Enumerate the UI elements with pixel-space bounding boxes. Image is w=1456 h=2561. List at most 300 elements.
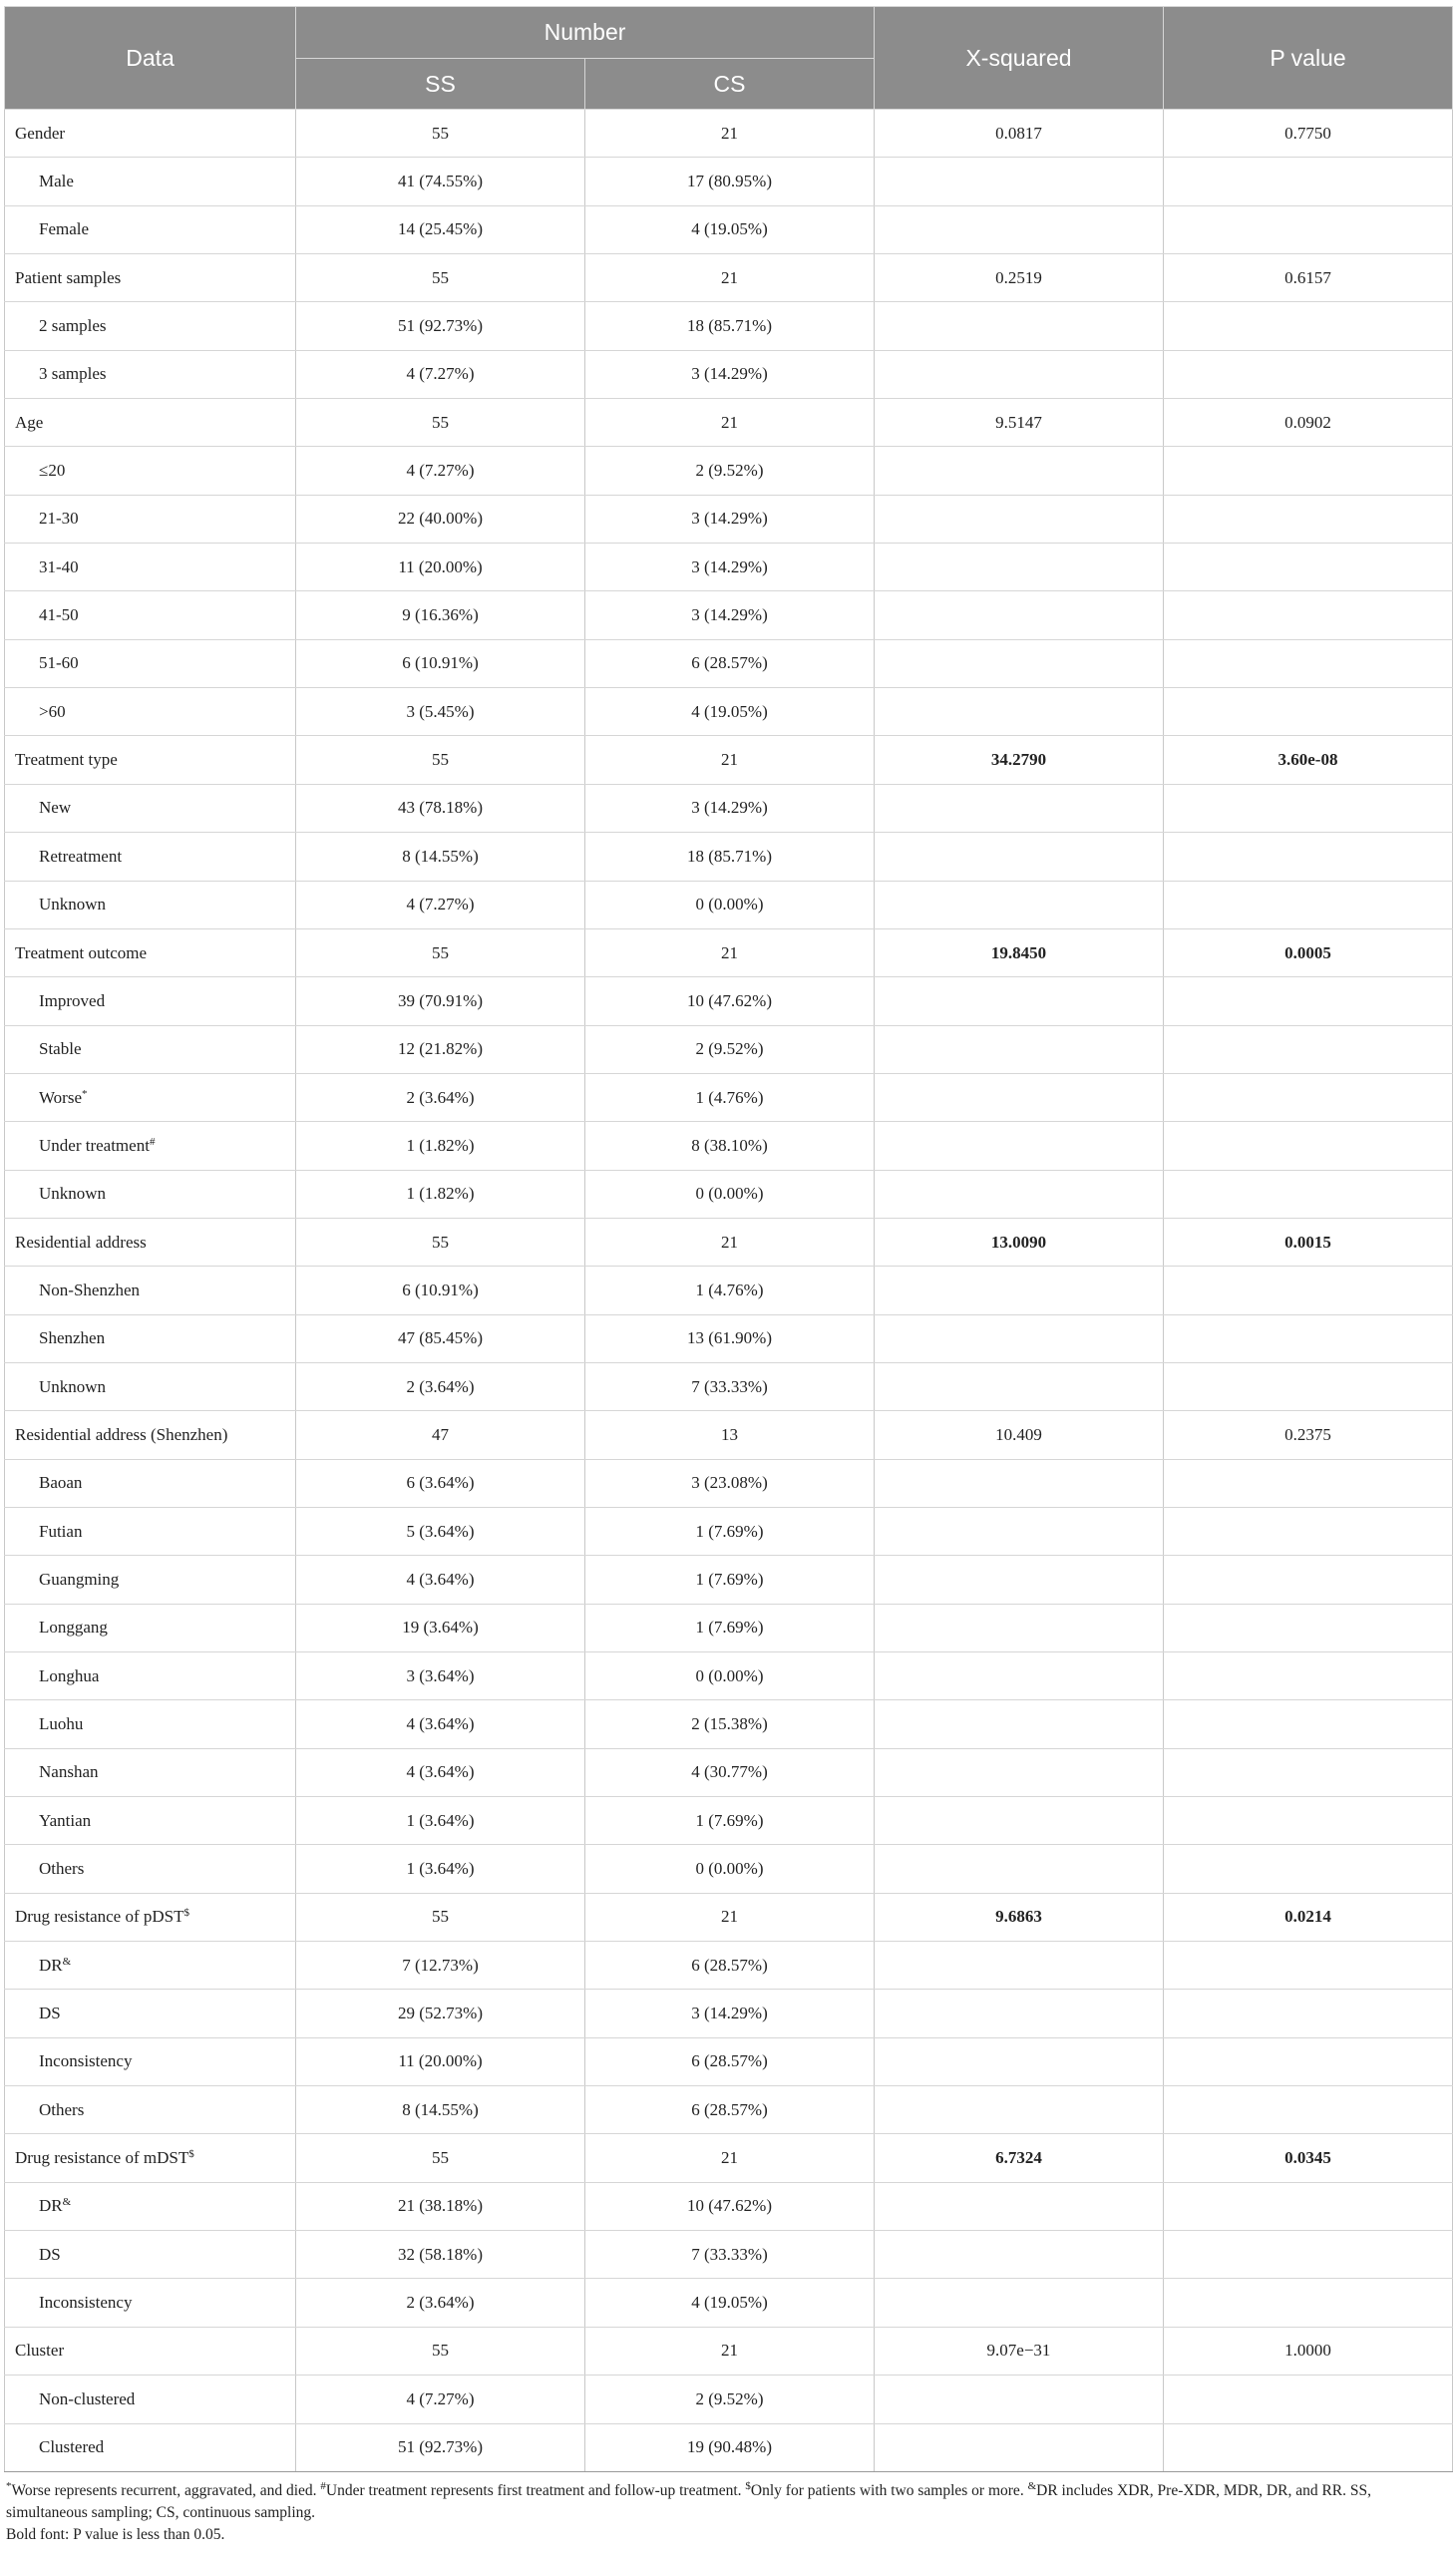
table-row	[5, 1604, 1453, 1651]
x-squared-cell: 13.0090	[875, 1218, 1164, 1266]
x-squared-cell	[875, 833, 1164, 881]
cs-cell: 0 (0.00%)	[585, 1170, 875, 1218]
table-row	[5, 1556, 1453, 1604]
row-label-cell	[5, 1267, 296, 1314]
cs-cell: 1 (7.69%)	[585, 1797, 875, 1845]
table-row	[5, 254, 1453, 302]
row-label: Unknown	[39, 1376, 107, 1396]
cs-cell: 1 (7.69%)	[585, 1507, 875, 1555]
row-label-cell	[5, 1362, 296, 1410]
table-row	[5, 833, 1453, 881]
x-squared-cell: 9.6863	[875, 1893, 1164, 1941]
cs-cell: 1 (7.69%)	[585, 1556, 875, 1604]
row-label-cell	[5, 688, 296, 736]
row-label: Others	[39, 2099, 85, 2119]
table-row	[5, 495, 1453, 543]
table-row	[5, 2327, 1453, 2375]
p-value-cell: 0.6157	[1164, 254, 1453, 302]
x-squared-cell	[875, 1314, 1164, 1362]
ss-cell: 3 (3.64%)	[296, 1652, 585, 1700]
x-squared-cell	[875, 302, 1164, 350]
p-value-cell	[1164, 1942, 1453, 1990]
row-label: 41-50	[39, 605, 79, 625]
ss-cell: 51 (92.73%)	[296, 2423, 585, 2471]
table-row	[5, 881, 1453, 928]
ss-cell: 19 (3.64%)	[296, 1604, 585, 1651]
ss-cell: 8 (14.55%)	[296, 2086, 585, 2134]
x-squared-cell	[875, 1748, 1164, 1796]
row-label: Nanshan	[39, 1762, 99, 1782]
table-row	[5, 1073, 1453, 1121]
cs-cell: 21	[585, 2327, 875, 2375]
row-label-cell	[5, 2231, 296, 2279]
x-squared-cell	[875, 1845, 1164, 1893]
row-label-cell	[5, 784, 296, 832]
ss-cell: 7 (12.73%)	[296, 1942, 585, 1990]
x-squared-cell: 0.0817	[875, 110, 1164, 158]
x-squared-cell	[875, 158, 1164, 205]
table-row	[5, 1170, 1453, 1218]
row-label: DS	[39, 2004, 61, 2023]
row-label-cell	[5, 1411, 296, 1459]
data-table	[4, 6, 1453, 2472]
row-label: Retreatment	[39, 846, 123, 866]
row-label: Treatment outcome	[15, 942, 148, 962]
table-row	[5, 736, 1453, 784]
table-row	[5, 1411, 1453, 1459]
ss-cell: 4 (7.27%)	[296, 350, 585, 398]
table-row	[5, 1845, 1453, 1893]
cs-cell: 0 (0.00%)	[585, 1845, 875, 1893]
row-label-cell	[5, 2134, 296, 2182]
cs-cell: 13 (61.90%)	[585, 1314, 875, 1362]
x-squared-cell	[875, 591, 1164, 639]
x-squared-cell: 9.5147	[875, 399, 1164, 447]
row-label: Inconsistency	[39, 2293, 133, 2313]
cs-cell: 10 (47.62%)	[585, 2182, 875, 2230]
row-label-cell	[5, 302, 296, 350]
cs-cell: 21	[585, 1218, 875, 1266]
ss-cell: 4 (3.64%)	[296, 1748, 585, 1796]
row-label-cell	[5, 2086, 296, 2134]
footnote-bold-note: Bold font: P value is less than 0.05.	[6, 2525, 225, 2543]
row-label: 31-40	[39, 556, 79, 576]
ss-cell: 43 (78.18%)	[296, 784, 585, 832]
cs-cell: 21	[585, 2134, 875, 2182]
p-value-cell	[1164, 2423, 1453, 2471]
table-row	[5, 158, 1453, 205]
p-value-cell	[1164, 1556, 1453, 1604]
cs-cell: 3 (14.29%)	[585, 1990, 875, 2037]
footnote-marker: &	[1027, 2479, 1037, 2492]
cs-cell: 4 (19.05%)	[585, 205, 875, 253]
table-row	[5, 1314, 1453, 1362]
row-label: 3 samples	[39, 364, 107, 384]
table-row	[5, 2279, 1453, 2327]
cs-cell: 18 (85.71%)	[585, 833, 875, 881]
x-squared-cell	[875, 1652, 1164, 1700]
ss-cell: 3 (5.45%)	[296, 688, 585, 736]
cs-cell: 10 (47.62%)	[585, 977, 875, 1025]
ss-cell: 29 (52.73%)	[296, 1990, 585, 2037]
ss-cell: 55	[296, 1218, 585, 1266]
p-value-cell	[1164, 1073, 1453, 1121]
p-value-cell	[1164, 1314, 1453, 1362]
p-value-cell	[1164, 1990, 1453, 2037]
row-label: Drug resistance of pDST	[15, 1907, 184, 1927]
cs-cell: 4 (19.05%)	[585, 688, 875, 736]
header-p-value: P value	[1164, 7, 1453, 110]
row-label-cell	[5, 928, 296, 976]
row-label: Patient samples	[15, 267, 122, 287]
row-label-cell	[5, 2182, 296, 2230]
row-label: Age	[15, 412, 44, 432]
cs-cell: 3 (14.29%)	[585, 784, 875, 832]
row-label-cell	[5, 1990, 296, 2037]
x-squared-cell	[875, 1507, 1164, 1555]
table-row	[5, 1893, 1453, 1941]
row-label-cell	[5, 2327, 296, 2375]
ss-cell: 14 (25.45%)	[296, 205, 585, 253]
p-value-cell: 0.7750	[1164, 110, 1453, 158]
table-row	[5, 1700, 1453, 1748]
table-row	[5, 1652, 1453, 1700]
cs-cell: 21	[585, 1893, 875, 1941]
ss-cell: 4 (7.27%)	[296, 2376, 585, 2423]
cs-cell: 0 (0.00%)	[585, 881, 875, 928]
row-label: Unknown	[39, 895, 107, 915]
x-squared-cell	[875, 1267, 1164, 1314]
p-value-cell	[1164, 1507, 1453, 1555]
cs-cell: 1 (4.76%)	[585, 1073, 875, 1121]
footnote-marker: $	[745, 2479, 751, 2492]
x-squared-cell	[875, 2182, 1164, 2230]
x-squared-cell	[875, 350, 1164, 398]
footnote-marker: *	[6, 2479, 12, 2492]
header-ss: SS	[296, 59, 585, 110]
row-label: Residential address	[15, 1232, 147, 1252]
p-value-cell: 0.0005	[1164, 928, 1453, 976]
ss-cell: 2 (3.64%)	[296, 1362, 585, 1410]
cs-cell: 6 (28.57%)	[585, 639, 875, 687]
cs-cell: 1 (7.69%)	[585, 1604, 875, 1651]
row-label-cell	[5, 2037, 296, 2085]
x-squared-cell	[875, 784, 1164, 832]
x-squared-cell	[875, 2423, 1164, 2471]
p-value-cell	[1164, 784, 1453, 832]
ss-cell: 55	[296, 2327, 585, 2375]
row-label: Treatment type	[15, 750, 118, 770]
table-row	[5, 2134, 1453, 2182]
row-label: Male	[39, 172, 74, 191]
p-value-cell	[1164, 1362, 1453, 1410]
x-squared-cell	[875, 205, 1164, 253]
cs-cell: 21	[585, 736, 875, 784]
row-label-cell	[5, 1507, 296, 1555]
ss-cell: 2 (3.64%)	[296, 1073, 585, 1121]
row-label-cell	[5, 2279, 296, 2327]
p-value-cell	[1164, 205, 1453, 253]
cs-cell: 6 (28.57%)	[585, 2086, 875, 2134]
row-label: Gender	[15, 123, 66, 143]
row-label: >60	[39, 701, 66, 721]
p-value-cell: 1.0000	[1164, 2327, 1453, 2375]
p-value-cell	[1164, 1797, 1453, 1845]
p-value-cell	[1164, 977, 1453, 1025]
x-squared-cell: 9.07e−31	[875, 2327, 1164, 2375]
row-label: Futian	[39, 1521, 83, 1541]
x-squared-cell: 19.8450	[875, 928, 1164, 976]
p-value-cell	[1164, 2279, 1453, 2327]
row-label: Guangming	[39, 1569, 120, 1589]
ss-cell: 21 (38.18%)	[296, 2182, 585, 2230]
p-value-cell	[1164, 302, 1453, 350]
p-value-cell	[1164, 2037, 1453, 2085]
cs-cell: 13	[585, 1411, 875, 1459]
cs-cell: 21	[585, 399, 875, 447]
row-label: Stable	[39, 1039, 82, 1059]
x-squared-cell	[875, 1362, 1164, 1410]
p-value-cell	[1164, 1025, 1453, 1073]
p-value-cell	[1164, 1604, 1453, 1651]
p-value-cell	[1164, 1700, 1453, 1748]
p-value-cell	[1164, 1267, 1453, 1314]
x-squared-cell	[875, 1025, 1164, 1073]
ss-cell: 5 (3.64%)	[296, 1507, 585, 1555]
row-label-cell	[5, 1025, 296, 1073]
row-label: Worse	[39, 1087, 83, 1107]
p-value-cell: 0.0015	[1164, 1218, 1453, 1266]
ss-cell: 8 (14.55%)	[296, 833, 585, 881]
ss-cell: 9 (16.36%)	[296, 591, 585, 639]
cs-cell: 18 (85.71%)	[585, 302, 875, 350]
x-squared-cell	[875, 1700, 1164, 1748]
cs-cell: 7 (33.33%)	[585, 2231, 875, 2279]
row-label: Non-clustered	[39, 2388, 136, 2408]
ss-cell: 4 (7.27%)	[296, 447, 585, 495]
cs-cell: 6 (28.57%)	[585, 2037, 875, 2085]
x-squared-cell	[875, 1459, 1164, 1507]
table-row	[5, 1459, 1453, 1507]
cs-cell: 3 (14.29%)	[585, 495, 875, 543]
table-row	[5, 2376, 1453, 2423]
p-value-cell: 0.0902	[1164, 399, 1453, 447]
p-value-cell	[1164, 1845, 1453, 1893]
row-label: 51-60	[39, 653, 79, 673]
x-squared-cell	[875, 2231, 1164, 2279]
row-label-cell	[5, 833, 296, 881]
cs-cell: 3 (14.29%)	[585, 350, 875, 398]
x-squared-cell	[875, 688, 1164, 736]
footnote-marker: &	[62, 1955, 72, 1968]
x-squared-cell	[875, 881, 1164, 928]
x-squared-cell	[875, 1556, 1164, 1604]
table-row	[5, 205, 1453, 253]
x-squared-cell	[875, 1942, 1164, 1990]
p-value-cell	[1164, 1459, 1453, 1507]
row-label-cell	[5, 2376, 296, 2423]
ss-cell: 1 (3.64%)	[296, 1797, 585, 1845]
p-value-cell	[1164, 688, 1453, 736]
ss-cell: 11 (20.00%)	[296, 544, 585, 591]
ss-cell: 4 (7.27%)	[296, 881, 585, 928]
p-value-cell	[1164, 2231, 1453, 2279]
p-value-cell	[1164, 158, 1453, 205]
x-squared-cell	[875, 1797, 1164, 1845]
x-squared-cell: 0.2519	[875, 254, 1164, 302]
x-squared-cell	[875, 977, 1164, 1025]
cs-cell: 2 (9.52%)	[585, 1025, 875, 1073]
row-label-cell	[5, 1170, 296, 1218]
row-label-cell	[5, 1459, 296, 1507]
x-squared-cell: 6.7324	[875, 2134, 1164, 2182]
x-squared-cell	[875, 447, 1164, 495]
row-label-cell	[5, 495, 296, 543]
row-label-cell	[5, 350, 296, 398]
cs-cell: 1 (4.76%)	[585, 1267, 875, 1314]
x-squared-cell	[875, 2037, 1164, 2085]
row-label-cell	[5, 1122, 296, 1170]
p-value-cell	[1164, 881, 1453, 928]
table-row	[5, 399, 1453, 447]
row-label-cell	[5, 1073, 296, 1121]
row-label: Under treatment	[39, 1135, 150, 1155]
row-label-cell	[5, 1748, 296, 1796]
table-row	[5, 928, 1453, 976]
p-value-cell	[1164, 2086, 1453, 2134]
table-row	[5, 639, 1453, 687]
footnote-text: Under treatment represents first treatment and follow-up treatment.	[325, 2481, 746, 2499]
table-row	[5, 1025, 1453, 1073]
ss-cell: 47 (85.45%)	[296, 1314, 585, 1362]
x-squared-cell	[875, 639, 1164, 687]
cs-cell: 4 (19.05%)	[585, 2279, 875, 2327]
ss-cell: 11 (20.00%)	[296, 2037, 585, 2085]
table-row	[5, 1942, 1453, 1990]
row-label-cell	[5, 1314, 296, 1362]
row-label: ≤20	[39, 461, 66, 481]
p-value-cell	[1164, 1170, 1453, 1218]
cs-cell: 4 (30.77%)	[585, 1748, 875, 1796]
row-label-cell	[5, 591, 296, 639]
ss-cell: 47	[296, 1411, 585, 1459]
p-value-cell: 3.60e-08	[1164, 736, 1453, 784]
table-row	[5, 1748, 1453, 1796]
table-container	[0, 6, 1456, 2546]
x-squared-cell	[875, 2376, 1164, 2423]
p-value-cell	[1164, 2182, 1453, 2230]
p-value-cell	[1164, 639, 1453, 687]
header-number: Number	[296, 7, 875, 59]
cs-cell: 8 (38.10%)	[585, 1122, 875, 1170]
row-label-cell	[5, 544, 296, 591]
row-label: Luohu	[39, 1714, 84, 1734]
row-label: Inconsistency	[39, 2051, 133, 2071]
row-label: Shenzhen	[39, 1328, 106, 1348]
row-label-cell	[5, 1604, 296, 1651]
footnote-marker: #	[320, 2479, 326, 2492]
p-value-cell: 0.0214	[1164, 1893, 1453, 1941]
table-row	[5, 1267, 1453, 1314]
x-squared-cell	[875, 2279, 1164, 2327]
ss-cell: 32 (58.18%)	[296, 2231, 585, 2279]
ss-cell: 51 (92.73%)	[296, 302, 585, 350]
table-row	[5, 2086, 1453, 2134]
p-value-cell	[1164, 447, 1453, 495]
ss-cell: 12 (21.82%)	[296, 1025, 585, 1073]
row-label-cell	[5, 110, 296, 158]
footnote-marker: #	[149, 1135, 156, 1148]
footnote-marker: $	[188, 2148, 194, 2161]
ss-cell: 6 (10.91%)	[296, 639, 585, 687]
x-squared-cell	[875, 1122, 1164, 1170]
ss-cell: 1 (1.82%)	[296, 1122, 585, 1170]
table-row	[5, 1218, 1453, 1266]
footnote-marker: &	[62, 2196, 72, 2209]
ss-cell: 4 (3.64%)	[296, 1556, 585, 1604]
row-label-cell	[5, 736, 296, 784]
p-value-cell	[1164, 2376, 1453, 2423]
row-label-cell	[5, 1893, 296, 1941]
x-squared-cell	[875, 1990, 1164, 2037]
x-squared-cell	[875, 544, 1164, 591]
row-label-cell	[5, 399, 296, 447]
ss-cell: 6 (3.64%)	[296, 1459, 585, 1507]
row-label-cell	[5, 1700, 296, 1748]
row-label: Drug resistance of mDST	[15, 2148, 189, 2168]
ss-cell: 1 (3.64%)	[296, 1845, 585, 1893]
cs-cell: 17 (80.95%)	[585, 158, 875, 205]
header-x-squared: X-squared	[875, 7, 1164, 110]
row-label: Longgang	[39, 1618, 108, 1638]
row-label: Residential address (Shenzhen)	[15, 1424, 228, 1444]
cs-cell: 2 (9.52%)	[585, 447, 875, 495]
row-label: DR	[39, 2196, 63, 2216]
row-label-cell	[5, 2423, 296, 2471]
table-body	[5, 110, 1453, 2472]
row-label-cell	[5, 1797, 296, 1845]
row-label: Clustered	[39, 2437, 105, 2457]
row-label: New	[39, 798, 72, 818]
p-value-cell	[1164, 495, 1453, 543]
ss-cell: 4 (3.64%)	[296, 1700, 585, 1748]
row-label-cell	[5, 977, 296, 1025]
table-row	[5, 1122, 1453, 1170]
cs-cell: 2 (9.52%)	[585, 2376, 875, 2423]
table-header	[5, 7, 1453, 110]
table-row	[5, 110, 1453, 158]
p-value-cell: 0.0345	[1164, 2134, 1453, 2182]
cs-cell: 7 (33.33%)	[585, 1362, 875, 1410]
cs-cell: 21	[585, 254, 875, 302]
row-label: Cluster	[15, 2341, 65, 2361]
cs-cell: 19 (90.48%)	[585, 2423, 875, 2471]
table-row	[5, 2037, 1453, 2085]
row-label: 2 samples	[39, 316, 107, 336]
ss-cell: 55	[296, 1893, 585, 1941]
footnote-definitions	[6, 2480, 1450, 2524]
ss-cell: 39 (70.91%)	[296, 977, 585, 1025]
ss-cell: 55	[296, 110, 585, 158]
ss-cell: 55	[296, 254, 585, 302]
row-label: Others	[39, 1859, 85, 1879]
footnote-marker: *	[82, 1087, 88, 1100]
row-label-cell	[5, 205, 296, 253]
row-label: Improved	[39, 990, 106, 1010]
cs-cell: 21	[585, 110, 875, 158]
table-row	[5, 447, 1453, 495]
cs-cell: 6 (28.57%)	[585, 1942, 875, 1990]
